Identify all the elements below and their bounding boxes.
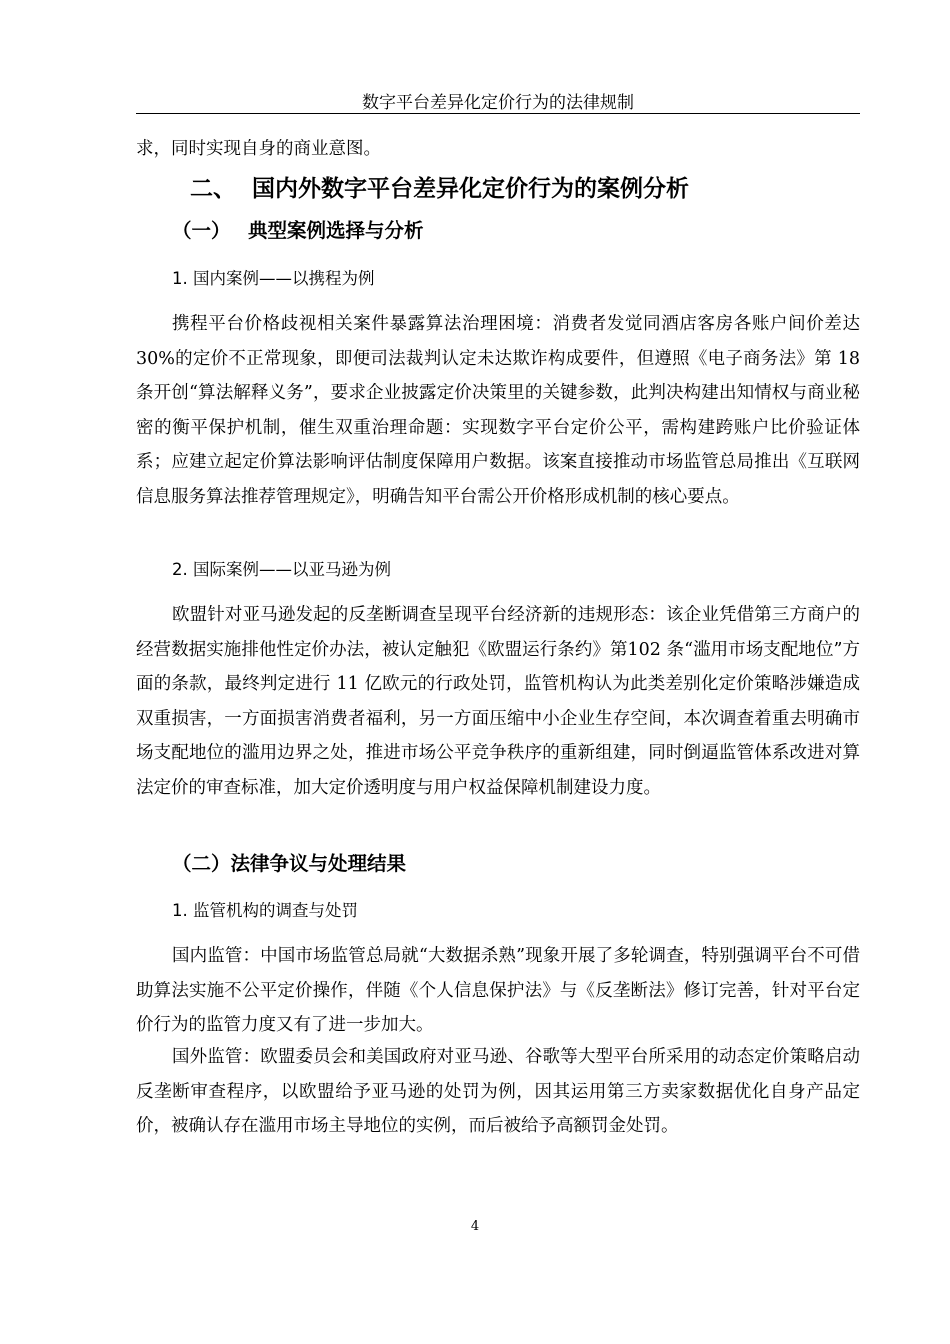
page-number: 4 [470,1219,480,1234]
continued-paragraph: 求，同时实现自身的商业意图。 [136,139,381,159]
regulation-paragraph-domestic: 国内监管：中国市场监管总局就“大数据杀熟”现象开展了多轮调查，特别强调平台不可借助算法实施不公平定价操作，伴随《个人信息保护法》与《反垄断法》修订完善，针对平台定价行为的监管力度又有了进一步加大。 [136,946,860,1036]
section-heading [190,170,689,203]
subsection-heading [172,215,424,243]
subsection-heading-2: （二）法律争议与处理结果 [172,852,407,875]
section-title: 国内外数字平台差异化定价行为的案例分析 [252,176,689,202]
subsection-number: （一） [172,219,231,242]
case-paragraph-international: 欧盟针对亚马逊发起的反垄断调查呈现平台经济新的违规形态：该企业凭借第三方商户的经营数据实施排他性定价办法，被认定触犯《欧盟运行条约》第102 条“滥用市场支配地位”方面的条款，最终判定进行 11 亿欧元的行政处罚，监管机构认为此类差别化定价策略涉嫌造成双重损害，一方面损害消费者福利，另一方面压缩中小企业生存空间，本次调查着重去明确市场支配地位的滥用边界之处，推进市场公平竞争秩序的重新组建，同时倒逼监管体系改进对算法定价的审查标准，加大定价透明度与用户权益保障机制建设力度。 [136,605,860,798]
section-number: 二、 [190,176,236,202]
case-heading-international: 2. 国际案例——以亚马逊为例 [172,560,391,579]
case-heading-domestic: 1. 国内案例——以携程为例 [172,269,375,288]
header-divider [136,113,860,114]
regulation-heading: 1. 监管机构的调查与处罚 [172,901,358,920]
subsection-title: 典型案例选择与分析 [248,219,424,242]
case-paragraph-domestic: 携程平台价格歧视相关案件暴露算法治理困境：消费者发觉同酒店客房各账户间价差达 30%的定价不正常现象，即便司法裁判认定未达欺诈构成要件，但遵照《电子商务法》第 18 条开创“算法解释义务”，要求企业披露定价决策里的关键参数，此判决构建出知情权与商业秘密的衡平保护机制，催生双重治理命题：实现数字平台定价公平，需构建跨账户比价验证体系；应建立起定价算法影响评估制度保障用户数据。该案直接推动市场监管总局推出《互联网信息服务算法推荐管理规定》，明确告知平台需公开价格形成机制的核心要点。 [136,314,860,507]
running-header: 数字平台差异化定价行为的法律规制 [362,93,634,113]
regulation-paragraph-foreign: 国外监管：欧盟委员会和美国政府对亚马逊、谷歌等大型平台所采用的动态定价策略启动反垄断审查程序，以欧盟给予亚马逊的处罚为例，因其运用第三方卖家数据优化自身产品定价，被确认存在滥用市场主导地位的实例，而后被给予高额罚金处罚。 [136,1047,860,1137]
